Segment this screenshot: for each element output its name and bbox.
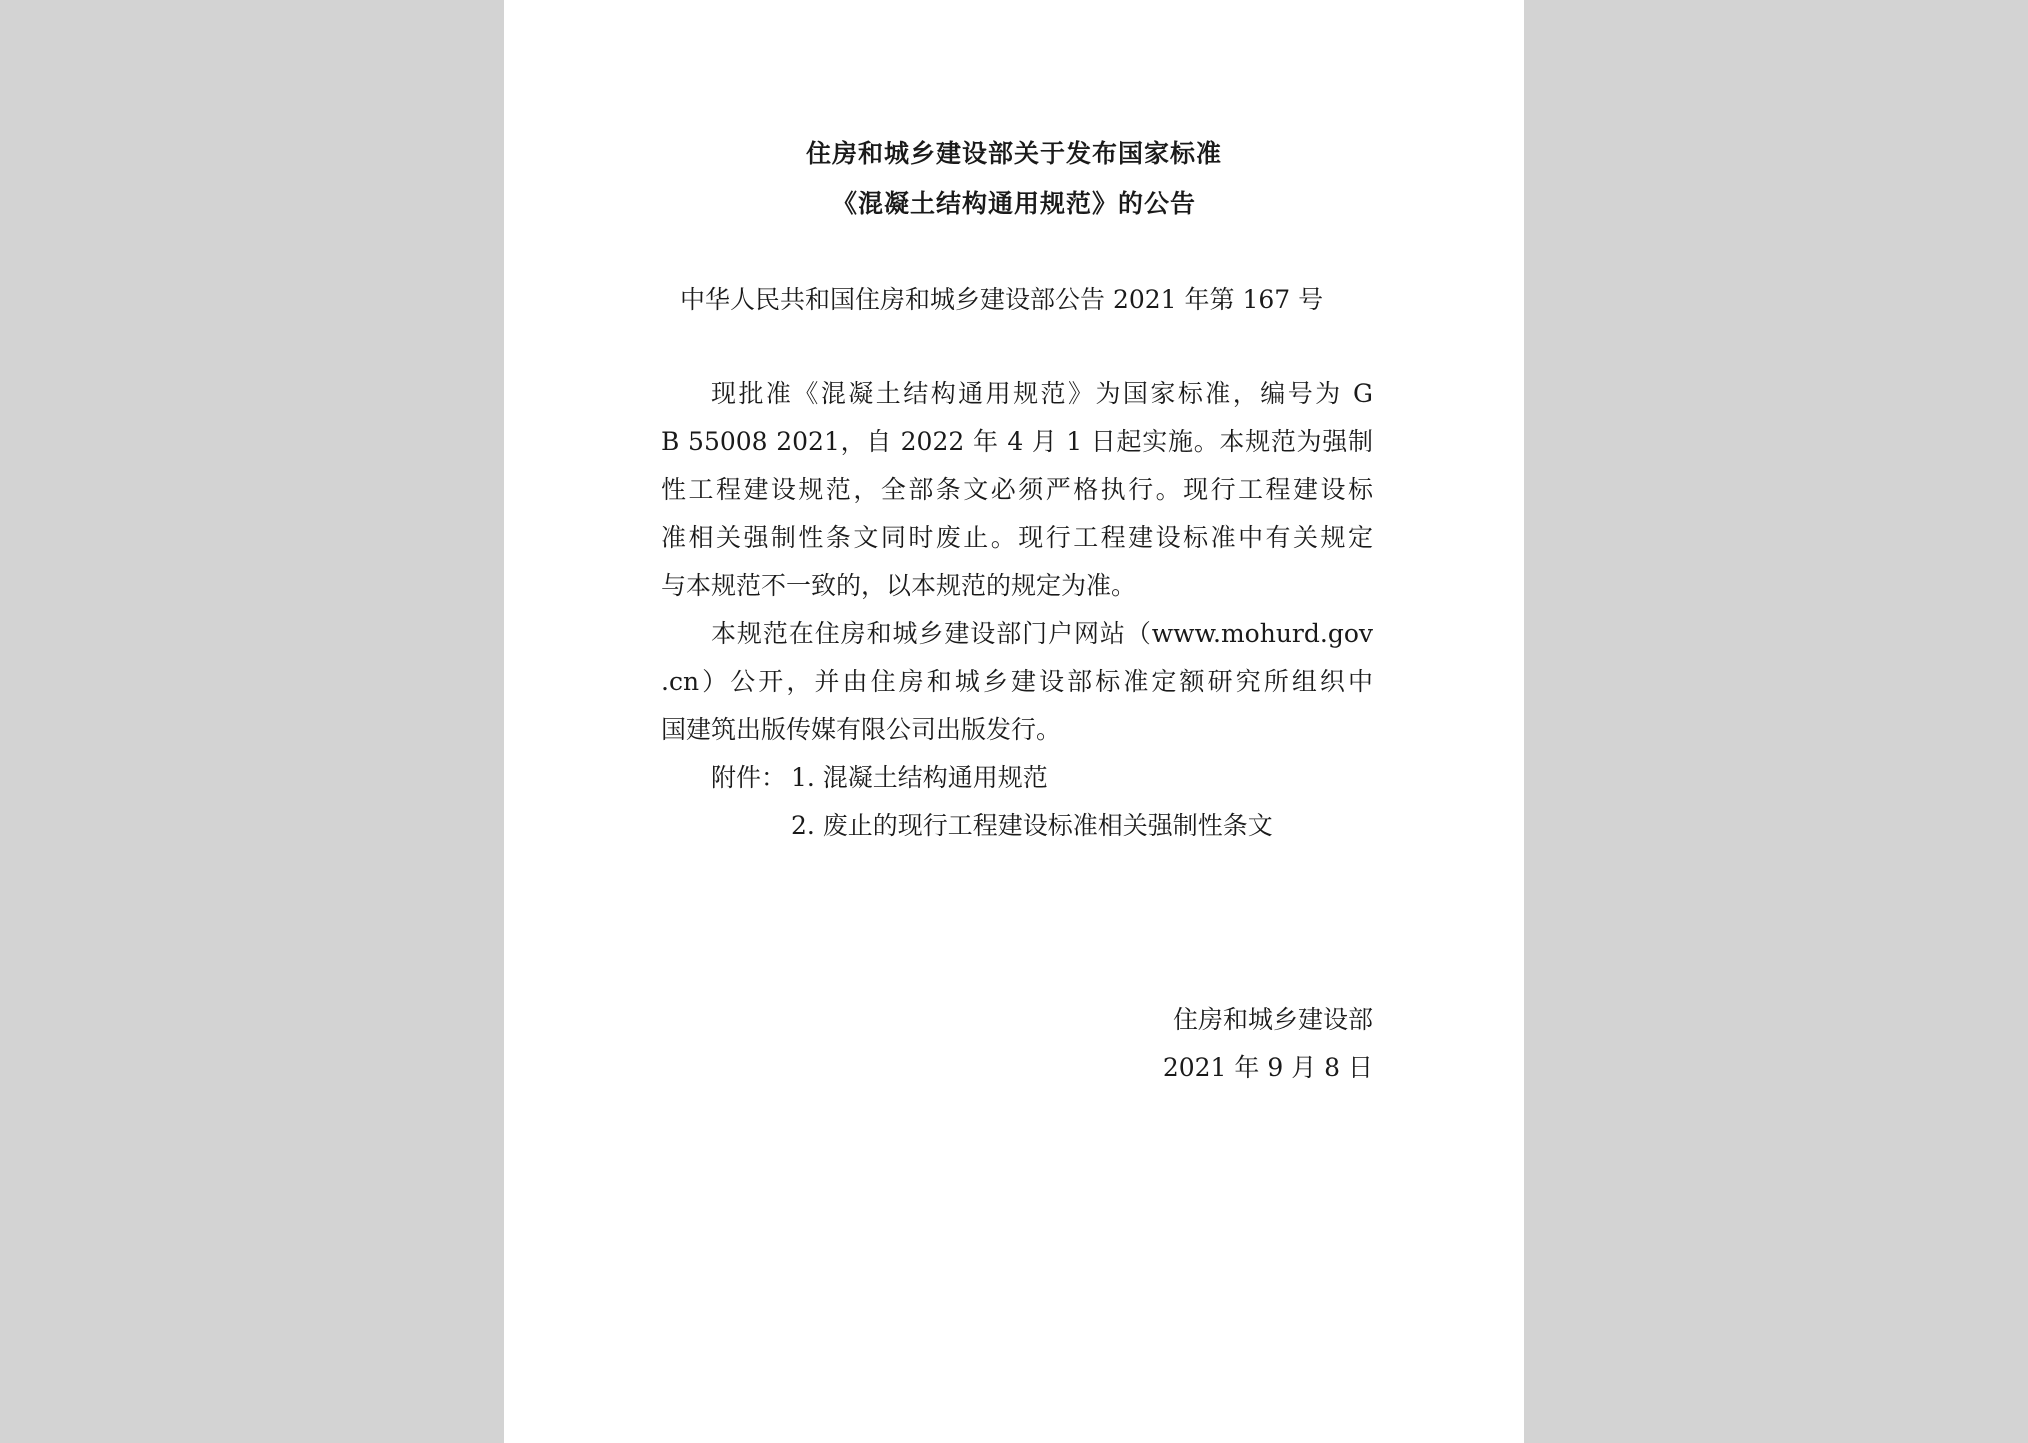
issuer: 住房和城乡建设部 [1172, 1005, 1373, 1034]
title-line-2: 《混凝土结构通用规范》的公告 [831, 189, 1196, 218]
announcement-number: 中华人民共和国住房和城乡建设部公告 2021 年第 167 号 [680, 285, 1324, 314]
issue-date: 2021 年 9 月 8 日 [1162, 1053, 1373, 1082]
paragraph1-line: 现批准《混凝土结构通用规范》为国家标准，编号为 G [711, 379, 1373, 408]
paragraph1-line: B 55008 2021，自 2022 年 4 月 1 日起实施。本规范为强制 [661, 427, 1373, 456]
attachment-label: 附件： [711, 763, 787, 792]
paragraph2-line: 本规范在住房和城乡建设部门户网站（www.mohurd.gov [711, 619, 1373, 648]
paragraph2-line: 国建筑出版传媒有限公司出版发行。 [661, 715, 1062, 744]
title-line-1: 住房和城乡建设部关于发布国家标准 [805, 139, 1222, 168]
paragraph1-line: 与本规范不一致的，以本规范的规定为准。 [661, 571, 1137, 600]
paragraph2-line: .cn）公开，并由住房和城乡建设部标准定额研究所组织中 [661, 667, 1373, 696]
attachment-item: 2. 废止的现行工程建设标准相关强制性条文 [791, 811, 1273, 840]
paragraph1-line: 准相关强制性条文同时废止。现行工程建设标准中有关规定 [661, 523, 1373, 552]
attachment-item: 1. 混凝土结构通用规范 [791, 763, 1048, 792]
document-page [504, 0, 1524, 1443]
paragraph1-line: 性工程建设规范，全部条文必须严格执行。现行工程建设标 [661, 475, 1373, 504]
